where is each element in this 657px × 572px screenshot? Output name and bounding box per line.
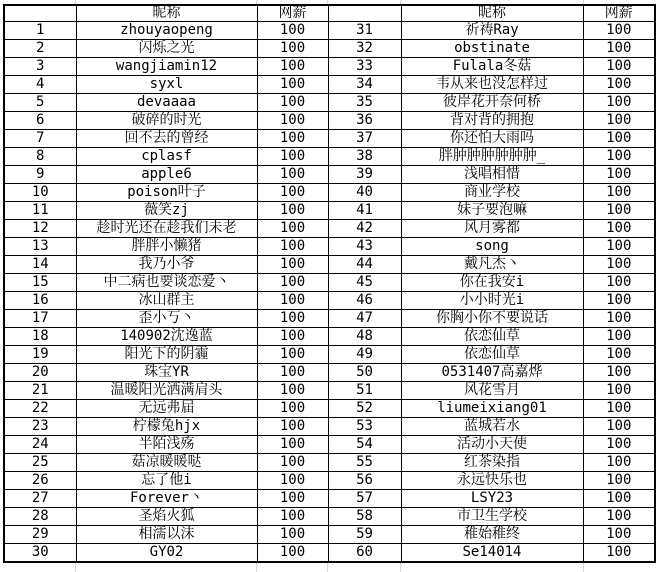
salary-cell[interactable]: 100: [583, 489, 655, 507]
rank-cell[interactable]: 16: [4, 292, 76, 310]
salary-cell[interactable]: 100: [583, 58, 655, 76]
table-row: [4, 148, 655, 166]
rank-cell[interactable]: 46: [328, 292, 401, 310]
rank-cell[interactable]: 32: [328, 40, 401, 58]
rank-cell[interactable]: 48: [328, 328, 401, 346]
rank-cell[interactable]: 45: [328, 274, 401, 292]
nickname-cell[interactable]: Forever丶: [76, 489, 257, 507]
nickname-cell[interactable]: 妹子要泡嘛: [401, 202, 583, 220]
rank-cell[interactable]: 60: [328, 543, 401, 562]
header-salary-left[interactable]: 网薪: [257, 5, 328, 22]
nickname-cell[interactable]: Fulala冬菇: [401, 58, 583, 76]
salary-cell[interactable]: 100: [257, 220, 328, 238]
salary-cell[interactable]: 100: [257, 76, 328, 94]
nickname-cell[interactable]: 闪烁之光: [76, 40, 257, 58]
nickname-cell[interactable]: 歪小丂丶: [76, 310, 257, 328]
rank-cell[interactable]: 42: [328, 220, 401, 238]
nickname-cell[interactable]: 相濡以沫: [76, 525, 257, 543]
table-row: [4, 112, 655, 130]
nickname-cell[interactable]: 半陌浅殇: [76, 436, 257, 454]
rank-cell[interactable]: 47: [328, 310, 401, 328]
nickname-cell[interactable]: 依恋仙草: [401, 328, 583, 346]
salary-cell[interactable]: 100: [257, 40, 328, 58]
rank-cell[interactable]: 35: [328, 94, 401, 112]
rank-cell[interactable]: 26: [4, 472, 76, 490]
rank-cell[interactable]: 34: [328, 76, 401, 94]
salary-cell[interactable]: 100: [583, 184, 655, 202]
rank-cell[interactable]: 39: [328, 166, 401, 184]
rank-cell[interactable]: 3: [4, 58, 76, 76]
nickname-cell[interactable]: 小小时光i: [401, 292, 583, 310]
salary-cell[interactable]: 100: [583, 507, 655, 525]
rank-cell[interactable]: 29: [4, 525, 76, 543]
salary-cell[interactable]: 100: [583, 112, 655, 130]
salary-cell[interactable]: 100: [583, 436, 655, 454]
table-row: [4, 130, 655, 148]
salary-cell[interactable]: 100: [257, 346, 328, 364]
rank-cell[interactable]: 22: [4, 400, 76, 418]
rank-cell[interactable]: 28: [4, 507, 76, 525]
salary-cell[interactable]: 100: [257, 238, 328, 256]
header-rank-right[interactable]: [328, 5, 401, 22]
table-row: [4, 364, 655, 382]
rank-cell[interactable]: 51: [328, 382, 401, 400]
salary-cell[interactable]: 100: [257, 292, 328, 310]
nickname-cell[interactable]: 红茶染指: [401, 454, 583, 472]
salary-cell[interactable]: 100: [583, 418, 655, 436]
salary-cell[interactable]: 100: [583, 130, 655, 148]
nickname-cell[interactable]: 140902沈逸蓝: [76, 328, 257, 346]
nickname-cell[interactable]: liumeixiang01: [401, 400, 583, 418]
nickname-cell[interactable]: 你在我安i: [401, 274, 583, 292]
salary-cell[interactable]: 100: [257, 418, 328, 436]
nickname-cell[interactable]: 你还怕大雨吗: [401, 130, 583, 148]
nickname-cell[interactable]: 中二病也要谈恋爱丶: [76, 274, 257, 292]
table-row: [4, 328, 655, 346]
rank-cell[interactable]: 24: [4, 436, 76, 454]
table-row: [4, 220, 655, 238]
salary-cell[interactable]: 100: [583, 220, 655, 238]
rank-cell[interactable]: 21: [4, 382, 76, 400]
salary-cell[interactable]: 100: [583, 22, 655, 40]
nickname-cell[interactable]: 忘了他i: [76, 472, 257, 490]
salary-cell[interactable]: 100: [583, 40, 655, 58]
salary-cell[interactable]: 100: [257, 94, 328, 112]
nickname-cell[interactable]: 温暖阳光洒满肩头: [76, 382, 257, 400]
nickname-cell[interactable]: 蓝城若水: [401, 418, 583, 436]
salary-cell[interactable]: 100: [257, 58, 328, 76]
salary-cell[interactable]: 100: [583, 400, 655, 418]
nickname-cell[interactable]: zhouyaopeng: [76, 22, 257, 40]
rank-cell[interactable]: 25: [4, 454, 76, 472]
nickname-cell[interactable]: 韦从来也没怎样过: [401, 76, 583, 94]
salary-cell[interactable]: 100: [583, 310, 655, 328]
salary-cell[interactable]: 100: [583, 166, 655, 184]
rank-cell[interactable]: 43: [328, 238, 401, 256]
salary-cell[interactable]: 100: [257, 472, 328, 490]
salary-cell[interactable]: 100: [257, 382, 328, 400]
table-row: [4, 346, 655, 364]
nickname-cell[interactable]: 彼岸花开奈何桥: [401, 94, 583, 112]
rank-cell[interactable]: 20: [4, 364, 76, 382]
rank-cell[interactable]: 38: [328, 148, 401, 166]
table-row: [4, 400, 655, 418]
salary-cell[interactable]: 100: [257, 543, 328, 562]
salary-cell[interactable]: 100: [583, 382, 655, 400]
table-row: [4, 22, 655, 40]
salary-cell[interactable]: 100: [257, 22, 328, 40]
nickname-cell[interactable]: LSY23: [401, 489, 583, 507]
salary-cell[interactable]: 100: [257, 328, 328, 346]
nickname-cell[interactable]: 菇凉暖暖哒: [76, 454, 257, 472]
rank-cell[interactable]: 2: [4, 40, 76, 58]
header-nickname-left[interactable]: 昵称: [76, 5, 257, 22]
nickname-cell[interactable]: 背对背的拥抱: [401, 112, 583, 130]
header-rank-left[interactable]: [4, 5, 76, 22]
salary-cell[interactable]: 100: [257, 400, 328, 418]
nickname-cell[interactable]: 祈祷Ray: [401, 22, 583, 40]
rank-cell[interactable]: 10: [4, 184, 76, 202]
header-salary-right[interactable]: 网薪: [583, 5, 655, 22]
rank-cell[interactable]: 33: [328, 58, 401, 76]
salary-cell[interactable]: 100: [257, 436, 328, 454]
salary-cell[interactable]: 100: [583, 238, 655, 256]
nickname-cell[interactable]: 珠宝YR: [76, 364, 257, 382]
table-row: [4, 166, 655, 184]
rank-cell[interactable]: 13: [4, 238, 76, 256]
rank-cell[interactable]: 14: [4, 256, 76, 274]
rank-cell[interactable]: 36: [328, 112, 401, 130]
gridline: [256, 563, 257, 572]
table-row: [4, 184, 655, 202]
rank-cell[interactable]: 1: [4, 22, 76, 40]
rank-cell[interactable]: 44: [328, 256, 401, 274]
nickname-cell[interactable]: 薇笑zj: [76, 202, 257, 220]
nickname-cell[interactable]: 风花雪月: [401, 382, 583, 400]
table-row: [4, 76, 655, 94]
salary-cell[interactable]: 100: [583, 525, 655, 543]
nickname-cell[interactable]: 圣焰火狐: [76, 507, 257, 525]
salary-cell[interactable]: 100: [583, 328, 655, 346]
nickname-cell[interactable]: 戴凡杰丶: [401, 256, 583, 274]
nickname-cell[interactable]: 柠檬兔hjx: [76, 418, 257, 436]
rank-cell[interactable]: 12: [4, 220, 76, 238]
table-row: [4, 310, 655, 328]
salary-cell[interactable]: 100: [583, 472, 655, 490]
rank-cell[interactable]: 8: [4, 148, 76, 166]
rank-cell[interactable]: 50: [328, 364, 401, 382]
rank-cell[interactable]: 19: [4, 346, 76, 364]
rank-cell[interactable]: 6: [4, 112, 76, 130]
rank-cell[interactable]: 27: [4, 489, 76, 507]
rank-cell[interactable]: 9: [4, 166, 76, 184]
rank-cell[interactable]: 17: [4, 310, 76, 328]
nickname-cell[interactable]: 0531407高嘉烨: [401, 364, 583, 382]
salary-cell[interactable]: 100: [583, 76, 655, 94]
nickname-cell[interactable]: 我乃小爷: [76, 256, 257, 274]
nickname-cell[interactable]: 回不去的曾经: [76, 130, 257, 148]
salary-cell[interactable]: 100: [583, 256, 655, 274]
rank-cell[interactable]: 57: [328, 489, 401, 507]
roster-table-body: [4, 22, 655, 562]
nickname-cell[interactable]: 活动小天使: [401, 436, 583, 454]
nickname-cell[interactable]: 稚始稚终: [401, 525, 583, 543]
salary-cell[interactable]: 100: [257, 274, 328, 292]
salary-cell[interactable]: 100: [583, 543, 655, 562]
rank-cell[interactable]: 58: [328, 507, 401, 525]
nickname-cell[interactable]: 市卫生学校: [401, 507, 583, 525]
nickname-cell[interactable]: 永远快乐也: [401, 472, 583, 490]
salary-cell[interactable]: 100: [257, 184, 328, 202]
salary-cell[interactable]: 100: [257, 310, 328, 328]
table-row: [4, 292, 655, 310]
nickname-cell[interactable]: 你胸小你不要说话: [401, 310, 583, 328]
table-row: [4, 40, 655, 58]
table-row: [4, 489, 655, 507]
table-row: [4, 525, 655, 543]
nickname-cell[interactable]: GY02: [76, 543, 257, 562]
nickname-cell[interactable]: 风月雾都: [401, 220, 583, 238]
nickname-cell[interactable]: syxl: [76, 76, 257, 94]
nickname-cell[interactable]: 浅唱相惜: [401, 166, 583, 184]
nickname-cell[interactable]: 商业学校: [401, 184, 583, 202]
salary-cell[interactable]: 100: [257, 507, 328, 525]
nickname-cell[interactable]: 冰山群主: [76, 292, 257, 310]
rank-cell[interactable]: 37: [328, 130, 401, 148]
salary-cell[interactable]: 100: [257, 130, 328, 148]
rank-cell[interactable]: 52: [328, 400, 401, 418]
header-nickname-right[interactable]: 昵称: [401, 5, 583, 22]
rank-cell[interactable]: 23: [4, 418, 76, 436]
table-row: [4, 382, 655, 400]
table-row: [4, 58, 655, 76]
salary-cell[interactable]: 100: [583, 364, 655, 382]
nickname-cell[interactable]: obstinate: [401, 40, 583, 58]
rank-cell[interactable]: 54: [328, 436, 401, 454]
nickname-cell[interactable]: poison叶子: [76, 184, 257, 202]
nickname-cell[interactable]: 胖胖小懒猪: [76, 238, 257, 256]
table-row: [4, 238, 655, 256]
salary-cell[interactable]: 100: [257, 166, 328, 184]
salary-cell[interactable]: 100: [257, 454, 328, 472]
rank-cell[interactable]: 59: [328, 525, 401, 543]
salary-cell[interactable]: 100: [583, 94, 655, 112]
salary-cell[interactable]: 100: [257, 112, 328, 130]
table-row: [4, 418, 655, 436]
table-row: [4, 454, 655, 472]
gridline: [327, 563, 328, 572]
rank-cell[interactable]: 31: [328, 22, 401, 40]
rank-cell[interactable]: 55: [328, 454, 401, 472]
rank-cell[interactable]: 4: [4, 76, 76, 94]
nickname-cell[interactable]: 破碎的时光: [76, 112, 257, 130]
nickname-cell[interactable]: devaaaa: [76, 94, 257, 112]
table-row: [4, 436, 655, 454]
rank-cell[interactable]: 53: [328, 418, 401, 436]
rank-cell[interactable]: 7: [4, 130, 76, 148]
salary-cell[interactable]: 100: [583, 346, 655, 364]
nickname-cell[interactable]: 趁时光还在趁我们未老: [76, 220, 257, 238]
rank-cell[interactable]: 49: [328, 346, 401, 364]
excel-gridlines-bottom: [0, 563, 657, 572]
salary-cell[interactable]: 100: [257, 148, 328, 166]
salary-cell[interactable]: 100: [583, 454, 655, 472]
salary-cell[interactable]: 100: [583, 274, 655, 292]
salary-cell[interactable]: 100: [583, 202, 655, 220]
nickname-cell[interactable]: song: [401, 238, 583, 256]
rank-cell[interactable]: 5: [4, 94, 76, 112]
table-row: [4, 274, 655, 292]
gridline: [75, 563, 76, 572]
rank-cell[interactable]: 15: [4, 274, 76, 292]
table-row: [4, 543, 655, 562]
nickname-cell[interactable]: Se14014: [401, 543, 583, 562]
salary-cell[interactable]: 100: [257, 256, 328, 274]
nickname-cell[interactable]: cplasf: [76, 148, 257, 166]
gridline: [583, 563, 584, 572]
rank-cell[interactable]: 40: [328, 184, 401, 202]
table-row: [4, 256, 655, 274]
nickname-cell[interactable]: wangjiamin12: [76, 58, 257, 76]
nickname-cell[interactable]: 阳光下的阴霾: [76, 346, 257, 364]
roster-table: [3, 4, 656, 563]
nickname-cell[interactable]: 胖肿肿肿肿肿肿_: [401, 148, 583, 166]
salary-cell[interactable]: 100: [257, 202, 328, 220]
rank-cell[interactable]: 11: [4, 202, 76, 220]
nickname-cell[interactable]: 无远弗届: [76, 400, 257, 418]
nickname-cell[interactable]: 依恋仙草: [401, 346, 583, 364]
salary-cell[interactable]: 100: [257, 489, 328, 507]
table-row: [4, 472, 655, 490]
salary-cell[interactable]: 100: [257, 364, 328, 382]
table-row: [4, 202, 655, 220]
header-row: [4, 5, 655, 22]
salary-cell[interactable]: 100: [583, 148, 655, 166]
rank-cell[interactable]: 41: [328, 202, 401, 220]
table-row: [4, 94, 655, 112]
salary-cell[interactable]: 100: [257, 525, 328, 543]
rank-cell[interactable]: 30: [4, 543, 76, 562]
rank-cell[interactable]: 56: [328, 472, 401, 490]
salary-cell[interactable]: 100: [583, 292, 655, 310]
nickname-cell[interactable]: apple6: [76, 166, 257, 184]
rank-cell[interactable]: 18: [4, 328, 76, 346]
gridline: [400, 563, 401, 572]
table-row: [4, 507, 655, 525]
